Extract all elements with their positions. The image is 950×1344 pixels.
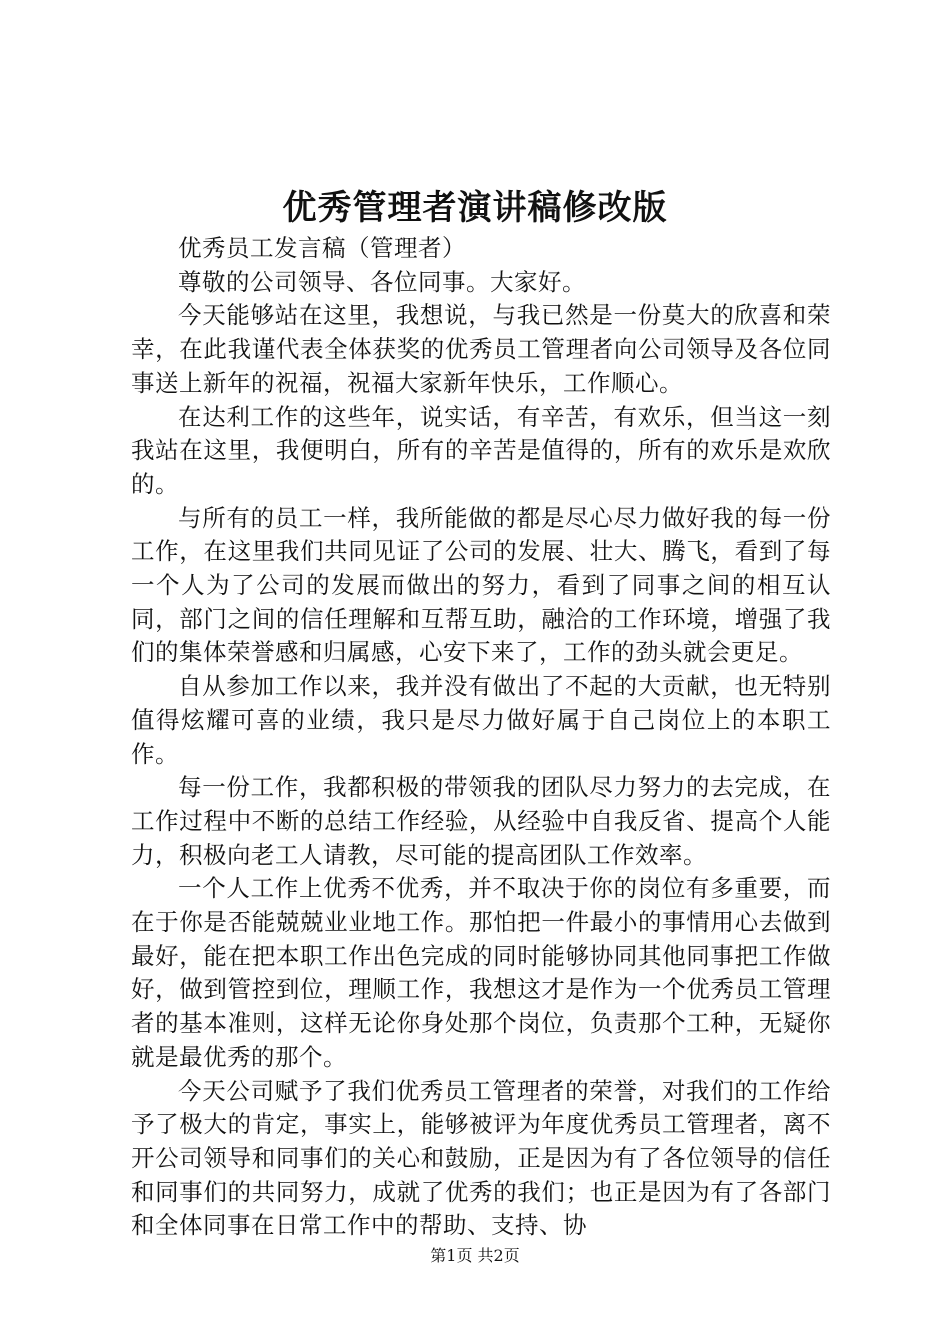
page-footer: 第1页 共2页 xyxy=(430,1246,520,1265)
paragraph: 每一份工作，我都积极的带领我的团队尽力努力的去完成，在工作过程中不断的总结工作经验，从经验中自我反省、提高个人能力，积极向老工人请教，尽可能的提高团队工作效率。 xyxy=(131,773,831,869)
paragraph: 自从参加工作以来，我并没有做出了不起的大贡献，也无特别值得炫耀可喜的业绩，我只是尽力做好属于自己岗位上的本职工作。 xyxy=(131,672,831,768)
document-body xyxy=(131,232,831,1243)
paragraph-greeting: 尊敬的公司领导、各位同事。大家好。 xyxy=(178,267,586,296)
document-title: 优秀管理者演讲稿修改版 xyxy=(282,188,668,228)
paragraph: 今天能够站在这里，我想说，与我已然是一份莫大的欣喜和荣幸，在此我谨代表全体获奖的优秀员工管理者向公司领导及各位同事送上新年的祝福，祝福大家新年快乐，工作顺心。 xyxy=(131,301,831,397)
paragraph: 在达利工作的这些年，说实话，有辛苦，有欢乐，但当这一刻我站在这里，我便明白，所有的辛苦是值得的，所有的欢乐是欢欣的。 xyxy=(131,402,831,498)
paragraph: 与所有的员工一样，我所能做的都是尽心尽力做好我的每一份工作，在这里我们共同见证了公司的发展、壮大、腾飞，看到了每一个人为了公司的发展而做出的努力，看到了同事之间的相互认同，部门之间的信任理解和互帮互助，融洽的工作环境，增强了我们的集体荣誉感和归属感，心安下来了，工作的劲头就会更足。 xyxy=(131,503,831,667)
paragraph-subtitle: 优秀员工发言稿（管理者） xyxy=(178,234,466,262)
paragraph: 一个人工作上优秀不优秀，并不取决于你的岗位有多重要，而在于你是否能兢兢业业地工作。那怕把一件最小的事情用心去做到最好，能在把本职工作出色完成的同时能够协同其他同事把工作做好，做到管控到位，理顺工作，我想这才是作为一个优秀员工管理者的基本准则，这样无论你身处那个岗位，负责那个工种，无疑你就是最优秀的那个。 xyxy=(131,874,831,1071)
paragraph: 今天公司赋予了我们优秀员工管理者的荣誉，对我们的工作给予了极大的肯定，事实上，能够被评为年度优秀员工管理者，离不开公司领导和同事们的关心和鼓励，正是因为有了各位领导的信任和同事们的共同努力，成就了优秀的我们；也正是因为有了各部门和全体同事在日常工作中的帮助、支持、协 xyxy=(131,1076,831,1240)
